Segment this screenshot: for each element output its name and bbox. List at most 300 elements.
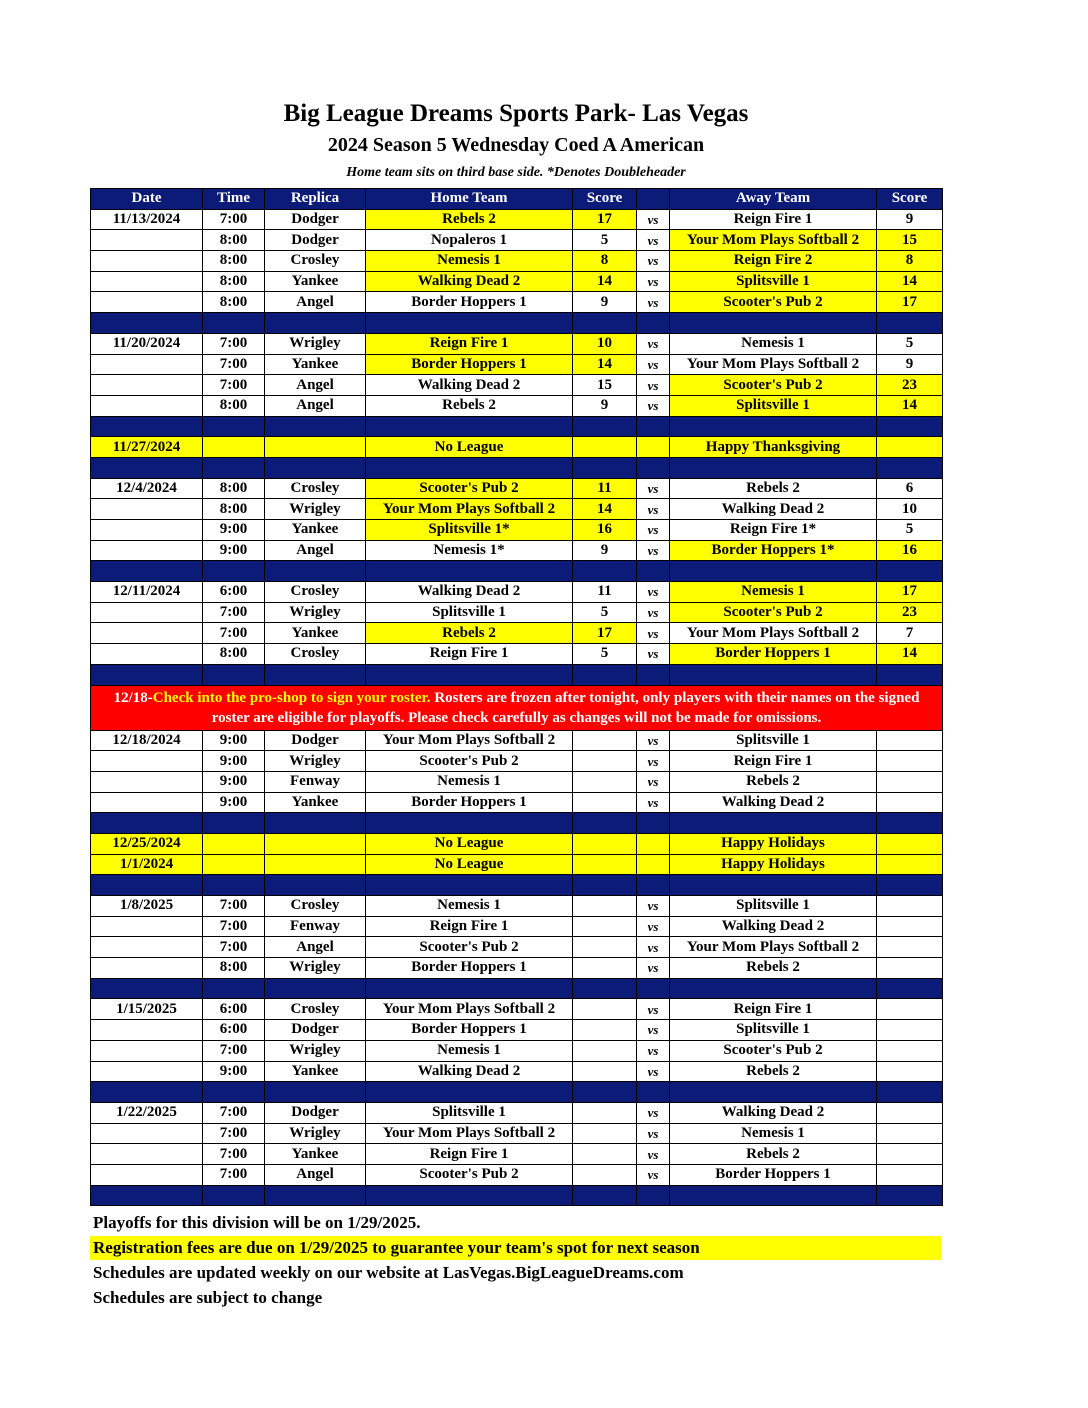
home-team-cell: Scooter's Pub 2 — [366, 478, 573, 499]
vs-cell: vs — [637, 1020, 670, 1041]
separator-cell — [265, 1185, 366, 1206]
separator-cell — [91, 313, 203, 334]
replica-cell: Dodger — [265, 230, 366, 251]
time-cell: 9:00 — [203, 771, 265, 792]
away-score-cell: 16 — [877, 540, 943, 561]
date-cell — [91, 354, 203, 375]
home-score-cell — [573, 833, 637, 854]
game-row — [91, 520, 943, 541]
time-cell: 7:00 — [203, 1144, 265, 1165]
replica-cell: Yankee — [265, 520, 366, 541]
date-cell — [91, 1164, 203, 1185]
away-team-cell: Walking Dead 2 — [670, 792, 877, 813]
week-separator — [91, 561, 943, 582]
game-row — [91, 1164, 943, 1185]
game-row — [91, 333, 943, 354]
date-cell: 11/13/2024 — [91, 209, 203, 230]
replica-cell: Angel — [265, 937, 366, 958]
separator-cell — [670, 457, 877, 478]
vs-cell: vs — [637, 271, 670, 292]
home-team-cell: Walking Dead 2 — [366, 1061, 573, 1082]
home-score-cell — [573, 999, 637, 1020]
date-cell — [91, 540, 203, 561]
replica-cell: Yankee — [265, 792, 366, 813]
time-cell: 7:00 — [203, 209, 265, 230]
home-team-cell: Border Hoppers 1 — [366, 292, 573, 313]
vs-cell: vs — [637, 896, 670, 917]
time-cell: 8:00 — [203, 499, 265, 520]
vs-cell: vs — [637, 623, 670, 644]
away-team-cell: Walking Dead 2 — [670, 499, 877, 520]
separator-cell — [91, 813, 203, 834]
away-score-cell: 7 — [877, 623, 943, 644]
vs-cell: vs — [637, 1040, 670, 1061]
date-cell — [91, 230, 203, 251]
home-team-cell: Border Hoppers 1 — [366, 1020, 573, 1041]
date-cell — [91, 937, 203, 958]
separator-cell — [877, 1082, 943, 1103]
replica-cell: Angel — [265, 292, 366, 313]
home-team-cell: Border Hoppers 1 — [366, 792, 573, 813]
separator-cell — [573, 313, 637, 334]
vs-cell: vs — [637, 602, 670, 623]
away-team-cell: Rebels 2 — [670, 771, 877, 792]
replica-cell: Wrigley — [265, 1123, 366, 1144]
home-score-cell: 14 — [573, 271, 637, 292]
separator-cell — [91, 416, 203, 437]
replica-cell: Wrigley — [265, 499, 366, 520]
date-cell — [91, 958, 203, 979]
page-title: Big League Dreams Sports Park- Las Vegas — [283, 100, 749, 127]
replica-cell: Dodger — [265, 730, 366, 751]
home-team-cell: Border Hoppers 1 — [366, 354, 573, 375]
column-header-vs — [637, 189, 670, 210]
away-team-cell: Splitsville 1 — [670, 896, 877, 917]
separator-cell — [366, 978, 573, 999]
home-score-cell — [573, 854, 637, 875]
time-cell — [203, 437, 265, 458]
separator-cell — [637, 1082, 670, 1103]
away-score-cell — [877, 437, 943, 458]
away-team-cell: Your Mom Plays Softball 2 — [670, 230, 877, 251]
vs-cell — [637, 437, 670, 458]
vs-cell: vs — [637, 520, 670, 541]
away-score-cell: 14 — [877, 395, 943, 416]
time-cell: 9:00 — [203, 792, 265, 813]
away-team-cell: Splitsville 1 — [670, 271, 877, 292]
separator-cell — [573, 978, 637, 999]
home-score-cell — [573, 1020, 637, 1041]
time-cell: 7:00 — [203, 896, 265, 917]
separator-cell — [366, 875, 573, 896]
away-score-cell: 10 — [877, 499, 943, 520]
date-cell: 1/22/2025 — [91, 1102, 203, 1123]
time-cell: 9:00 — [203, 1061, 265, 1082]
home-team-cell: Scooter's Pub 2 — [366, 1164, 573, 1185]
separator-cell — [877, 457, 943, 478]
home-team-cell: Your Mom Plays Softball 2 — [366, 499, 573, 520]
separator-cell — [203, 1185, 265, 1206]
time-cell: 6:00 — [203, 999, 265, 1020]
time-cell: 8:00 — [203, 230, 265, 251]
game-row — [91, 1102, 943, 1123]
replica-cell — [265, 437, 366, 458]
schedule-table — [90, 188, 943, 1206]
separator-cell — [670, 561, 877, 582]
separator-cell — [670, 664, 877, 685]
column-header-time: Time — [203, 189, 265, 210]
game-row — [91, 602, 943, 623]
replica-cell: Crosley — [265, 644, 366, 665]
time-cell: 8:00 — [203, 395, 265, 416]
separator-cell — [203, 813, 265, 834]
time-cell: 7:00 — [203, 375, 265, 396]
date-cell — [91, 520, 203, 541]
separator-cell — [573, 813, 637, 834]
home-score-cell: 14 — [573, 354, 637, 375]
column-header-replica: Replica — [265, 189, 366, 210]
separator-cell — [203, 978, 265, 999]
home-team-cell: Scooter's Pub 2 — [366, 751, 573, 772]
home-team-cell: Splitsville 1 — [366, 1102, 573, 1123]
replica-cell: Angel — [265, 395, 366, 416]
separator-cell — [637, 313, 670, 334]
game-row — [91, 375, 943, 396]
home-score-cell — [573, 437, 637, 458]
away-score-cell — [877, 1102, 943, 1123]
away-team-cell: Walking Dead 2 — [670, 916, 877, 937]
separator-cell — [670, 813, 877, 834]
away-team-cell: Reign Fire 1 — [670, 999, 877, 1020]
holiday-label: Happy Thanksgiving — [670, 437, 877, 458]
separator-cell — [203, 457, 265, 478]
game-row — [91, 896, 943, 917]
home-score-cell — [573, 1144, 637, 1165]
home-score-cell — [573, 1123, 637, 1144]
vs-cell: vs — [637, 395, 670, 416]
game-row — [91, 937, 943, 958]
week-separator — [91, 416, 943, 437]
time-cell: 7:00 — [203, 602, 265, 623]
week-separator — [91, 457, 943, 478]
game-row — [91, 251, 943, 272]
away-score-cell: 23 — [877, 375, 943, 396]
table-header-row — [91, 189, 943, 210]
date-cell: 11/20/2024 — [91, 333, 203, 354]
date-cell — [91, 499, 203, 520]
separator-cell — [366, 416, 573, 437]
home-score-cell — [573, 937, 637, 958]
separator-cell — [366, 813, 573, 834]
vs-cell: vs — [637, 1061, 670, 1082]
home-score-cell — [573, 1102, 637, 1123]
separator-cell — [203, 416, 265, 437]
away-score-cell: 5 — [877, 333, 943, 354]
time-cell: 6:00 — [203, 582, 265, 603]
separator-cell — [91, 457, 203, 478]
replica-cell — [265, 854, 366, 875]
home-team-cell: Reign Fire 1 — [366, 916, 573, 937]
separator-cell — [91, 875, 203, 896]
game-row — [91, 792, 943, 813]
no-league-row — [91, 833, 943, 854]
separator-cell — [877, 1185, 943, 1206]
replica-cell: Yankee — [265, 623, 366, 644]
game-row — [91, 958, 943, 979]
time-cell: 7:00 — [203, 333, 265, 354]
home-score-cell: 9 — [573, 395, 637, 416]
separator-cell — [877, 416, 943, 437]
away-team-cell: Nemesis 1 — [670, 333, 877, 354]
separator-cell — [637, 664, 670, 685]
vs-cell: vs — [637, 1164, 670, 1185]
date-cell — [91, 1123, 203, 1144]
time-cell: 8:00 — [203, 292, 265, 313]
away-team-cell: Border Hoppers 1 — [670, 1164, 877, 1185]
away-score-cell: 8 — [877, 251, 943, 272]
date-cell — [91, 771, 203, 792]
away-score-cell — [877, 896, 943, 917]
separator-cell — [877, 313, 943, 334]
game-row — [91, 499, 943, 520]
away-team-cell: Rebels 2 — [670, 958, 877, 979]
separator-cell — [637, 978, 670, 999]
vs-cell: vs — [637, 333, 670, 354]
game-row — [91, 751, 943, 772]
separator-cell — [573, 1185, 637, 1206]
vs-cell: vs — [637, 292, 670, 313]
roster-notice — [91, 685, 943, 730]
away-team-cell: Splitsville 1 — [670, 1020, 877, 1041]
away-score-cell: 17 — [877, 292, 943, 313]
home-team-cell: Rebels 2 — [366, 395, 573, 416]
date-cell — [91, 1040, 203, 1061]
away-score-cell — [877, 730, 943, 751]
separator-cell — [265, 664, 366, 685]
away-team-cell: Scooter's Pub 2 — [670, 602, 877, 623]
time-cell: 8:00 — [203, 478, 265, 499]
home-team-cell: Reign Fire 1 — [366, 1144, 573, 1165]
vs-cell: vs — [637, 375, 670, 396]
vs-cell: vs — [637, 771, 670, 792]
column-header-date: Date — [91, 189, 203, 210]
game-row — [91, 582, 943, 603]
game-row — [91, 623, 943, 644]
away-score-cell: 14 — [877, 644, 943, 665]
away-team-cell: Splitsville 1 — [670, 395, 877, 416]
away-team-cell: Reign Fire 1 — [670, 209, 877, 230]
date-cell: 12/11/2024 — [91, 582, 203, 603]
home-score-cell: 11 — [573, 582, 637, 603]
vs-cell: vs — [637, 251, 670, 272]
away-team-cell: Nemesis 1 — [670, 582, 877, 603]
away-team-cell: Scooter's Pub 2 — [670, 1040, 877, 1061]
away-score-cell — [877, 1123, 943, 1144]
time-cell: 7:00 — [203, 916, 265, 937]
game-row — [91, 1020, 943, 1041]
separator-cell — [265, 416, 366, 437]
replica-cell: Crosley — [265, 251, 366, 272]
separator-cell — [203, 1082, 265, 1103]
away-score-cell — [877, 1040, 943, 1061]
away-score-cell — [877, 958, 943, 979]
home-team-cell: Your Mom Plays Softball 2 — [366, 1123, 573, 1144]
vs-cell: vs — [637, 916, 670, 937]
replica-cell: Dodger — [265, 1020, 366, 1041]
replica-cell: Angel — [265, 540, 366, 561]
home-score-cell — [573, 916, 637, 937]
date-cell — [91, 292, 203, 313]
separator-cell — [637, 457, 670, 478]
no-league-label: No League — [366, 833, 573, 854]
vs-cell: vs — [637, 937, 670, 958]
date-cell: 1/8/2025 — [91, 896, 203, 917]
game-row — [91, 999, 943, 1020]
date-cell — [91, 792, 203, 813]
time-cell: 7:00 — [203, 354, 265, 375]
week-separator — [91, 1082, 943, 1103]
date-cell: 1/15/2025 — [91, 999, 203, 1020]
notice-highlight: Check into the pro-shop to sign your roster. — [152, 689, 431, 706]
away-score-cell: 5 — [877, 520, 943, 541]
away-score-cell — [877, 1020, 943, 1041]
vs-cell: vs — [637, 792, 670, 813]
separator-cell — [573, 457, 637, 478]
game-row — [91, 730, 943, 751]
away-team-cell: Nemesis 1 — [670, 1123, 877, 1144]
away-score-cell — [877, 751, 943, 772]
date-cell: 12/4/2024 — [91, 478, 203, 499]
vs-cell: vs — [637, 644, 670, 665]
away-team-cell: Reign Fire 2 — [670, 251, 877, 272]
date-cell — [91, 251, 203, 272]
away-score-cell: 17 — [877, 582, 943, 603]
notice-date: 12/18- — [113, 689, 153, 706]
time-cell: 7:00 — [203, 1164, 265, 1185]
playoffs-note: Playoffs for this division will be on 1/29/2025. — [93, 1213, 421, 1232]
game-row — [91, 771, 943, 792]
date-cell — [91, 395, 203, 416]
game-row — [91, 1061, 943, 1082]
separator-cell — [265, 875, 366, 896]
registration-note: Registration fees are due on 1/29/2025 to guarantee your team's spot for next season — [90, 1236, 941, 1260]
separator-cell — [877, 875, 943, 896]
home-score-cell: 5 — [573, 602, 637, 623]
replica-cell: Dodger — [265, 209, 366, 230]
away-team-cell: Scooter's Pub 2 — [670, 292, 877, 313]
week-separator — [91, 664, 943, 685]
home-score-cell — [573, 771, 637, 792]
away-team-cell: Border Hoppers 1* — [670, 540, 877, 561]
separator-cell — [573, 875, 637, 896]
week-separator — [91, 1185, 943, 1206]
game-row — [91, 354, 943, 375]
date-cell — [91, 1061, 203, 1082]
separator-cell — [670, 1082, 877, 1103]
date-cell — [91, 602, 203, 623]
separator-cell — [265, 978, 366, 999]
home-score-cell: 5 — [573, 230, 637, 251]
home-score-cell: 5 — [573, 644, 637, 665]
away-team-cell: Your Mom Plays Softball 2 — [670, 937, 877, 958]
vs-cell: vs — [637, 540, 670, 561]
disclaimer-note: Schedules are subject to change — [93, 1288, 323, 1307]
away-score-cell — [877, 792, 943, 813]
time-cell: 9:00 — [203, 751, 265, 772]
separator-cell — [637, 561, 670, 582]
game-row — [91, 540, 943, 561]
home-score-cell: 17 — [573, 623, 637, 644]
home-team-cell: Nemesis 1 — [366, 251, 573, 272]
separator-cell — [670, 875, 877, 896]
replica-cell: Dodger — [265, 1102, 366, 1123]
time-cell: 8:00 — [203, 958, 265, 979]
home-score-cell — [573, 792, 637, 813]
replica-cell: Yankee — [265, 271, 366, 292]
replica-cell: Wrigley — [265, 1040, 366, 1061]
home-score-cell — [573, 1040, 637, 1061]
home-score-cell: 9 — [573, 540, 637, 561]
time-cell: 9:00 — [203, 540, 265, 561]
away-score-cell — [877, 916, 943, 937]
replica-cell: Crosley — [265, 896, 366, 917]
separator-cell — [670, 1185, 877, 1206]
separator-cell — [637, 1185, 670, 1206]
separator-cell — [366, 1185, 573, 1206]
replica-cell: Fenway — [265, 771, 366, 792]
vs-cell: vs — [637, 1123, 670, 1144]
time-cell: 8:00 — [203, 644, 265, 665]
column-header-home-score: Score — [573, 189, 637, 210]
home-score-cell: 14 — [573, 499, 637, 520]
separator-cell — [203, 313, 265, 334]
separator-cell — [203, 664, 265, 685]
replica-cell: Wrigley — [265, 751, 366, 772]
vs-cell: vs — [637, 582, 670, 603]
vs-cell: vs — [637, 230, 670, 251]
column-header-away-team: Away Team — [670, 189, 877, 210]
separator-cell — [203, 561, 265, 582]
vs-cell: vs — [637, 999, 670, 1020]
time-cell: 7:00 — [203, 1123, 265, 1144]
away-score-cell — [877, 1164, 943, 1185]
replica-cell: Crosley — [265, 478, 366, 499]
no-league-row — [91, 437, 943, 458]
home-score-cell — [573, 1164, 637, 1185]
week-separator — [91, 978, 943, 999]
separator-cell — [573, 416, 637, 437]
game-row — [91, 644, 943, 665]
away-team-cell: Splitsville 1 — [670, 730, 877, 751]
home-team-cell: Nemesis 1 — [366, 771, 573, 792]
home-team-cell: Nemesis 1* — [366, 540, 573, 561]
game-row — [91, 395, 943, 416]
vs-cell: vs — [637, 209, 670, 230]
away-score-cell — [877, 833, 943, 854]
date-cell: 11/27/2024 — [91, 437, 203, 458]
away-score-cell — [877, 999, 943, 1020]
game-row — [91, 230, 943, 251]
separator-cell — [265, 813, 366, 834]
roster-notice-row — [91, 685, 943, 730]
column-header-home-team: Home Team — [366, 189, 573, 210]
separator-cell — [877, 813, 943, 834]
away-score-cell — [877, 771, 943, 792]
date-cell — [91, 375, 203, 396]
vs-cell: vs — [637, 958, 670, 979]
home-score-cell: 15 — [573, 375, 637, 396]
away-score-cell — [877, 1061, 943, 1082]
